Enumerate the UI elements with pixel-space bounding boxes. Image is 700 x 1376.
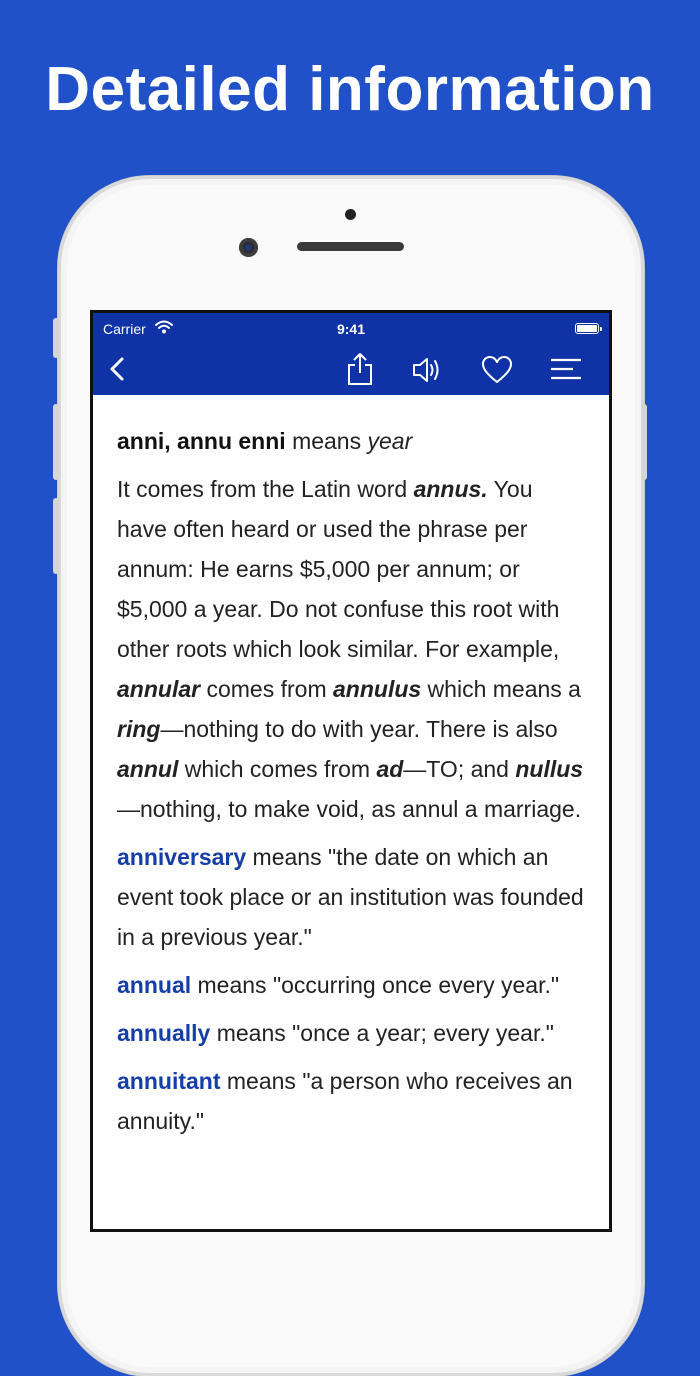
battery-icon	[575, 323, 599, 334]
term-nullus: nullus	[515, 756, 584, 782]
explanation-text: —TO; and	[403, 756, 516, 782]
term-annus: annus.	[413, 476, 488, 502]
derivative-link-annuitant[interactable]: annuitant	[117, 1068, 221, 1094]
root-meaning: year	[367, 428, 413, 454]
phone-power-button	[641, 404, 647, 480]
derivative-item	[117, 837, 585, 957]
term-annulus: annulus	[333, 676, 422, 702]
phone-volume-down	[53, 498, 59, 574]
means-label: means	[292, 428, 362, 454]
term-annul: annul	[117, 756, 179, 782]
status-time: 9:41	[336, 321, 366, 337]
speaker-icon[interactable]	[411, 355, 443, 390]
share-icon[interactable]	[345, 352, 375, 391]
term-ad: ad	[376, 756, 404, 782]
entry-content	[93, 395, 609, 1141]
heart-icon[interactable]	[481, 355, 513, 390]
derivative-link-annual[interactable]: annual	[117, 972, 192, 998]
derivative-item	[117, 1061, 585, 1141]
app-screen	[90, 310, 612, 1232]
explanation-text: You have often heard or used the phrase per annum: He earns $5,000 per annum; or $5,000 a year. Do not confuse this root with other roots which look similar. For example,	[117, 476, 560, 662]
term-ring: ring	[117, 716, 161, 742]
term-annular: annular	[117, 676, 201, 702]
phone-silent-switch	[53, 318, 59, 358]
carrier-label: Carrier	[103, 321, 146, 337]
derivative-link-anniversary[interactable]: anniversary	[117, 844, 247, 870]
derivative-item	[117, 1013, 585, 1053]
derivative-definition: means "once a year; every year."	[210, 1020, 554, 1046]
back-chevron-icon[interactable]	[107, 355, 127, 390]
derivative-definition: means "occurring once every year."	[191, 972, 560, 998]
entry-explanation	[117, 469, 585, 829]
explanation-text: which means a	[421, 676, 581, 702]
explanation-text: It comes from the Latin word	[117, 476, 414, 502]
status-bar	[93, 313, 609, 345]
front-camera	[239, 238, 258, 257]
navigation-bar	[93, 345, 609, 395]
derivative-definition: means "a person who receives an annuity."	[117, 1068, 573, 1134]
entry-heading	[117, 421, 585, 461]
root-word: anni, annu enni	[117, 428, 286, 454]
derivative-link-annually[interactable]: annually	[117, 1020, 211, 1046]
derivative-item	[117, 965, 585, 1005]
promo-headline: Detailed information	[45, 55, 655, 124]
explanation-text: which comes from	[178, 756, 377, 782]
earpiece-speaker	[297, 242, 404, 251]
menu-icon[interactable]	[549, 355, 583, 390]
explanation-text: —nothing, to make void, as annul a marriage.	[117, 796, 582, 822]
explanation-text: —nothing to do with year. There is also	[160, 716, 558, 742]
phone-volume-up	[53, 404, 59, 480]
explanation-text: comes from	[200, 676, 333, 702]
derivative-definition: means "the date on which an event took place or an institution was founded in a previous year."	[117, 844, 584, 950]
proximity-sensor	[345, 209, 356, 220]
